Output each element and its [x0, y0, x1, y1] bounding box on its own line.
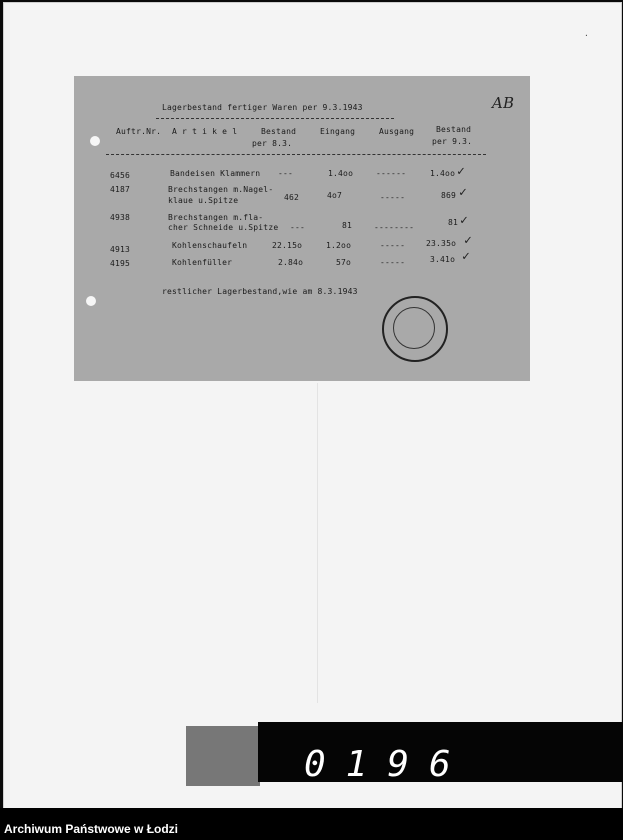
row-check-mark: ✓ [460, 213, 469, 228]
film-shadow [186, 726, 260, 786]
header-article: A r t i k e l [172, 127, 238, 136]
archive-stamp-inner-ring [393, 307, 435, 349]
header-stock-after-1: Bestand [436, 125, 472, 134]
row-outgoing: ------ [376, 169, 407, 178]
header-outgoing: Ausgang [379, 127, 415, 136]
row-order-no: 6456 [110, 171, 131, 180]
row-order-no: 4938 [110, 213, 131, 222]
row-stock-after: 23.35o [426, 239, 457, 248]
inventory-card [74, 76, 530, 381]
row-stock-before: 462 [284, 193, 300, 202]
row-incoming: 4o7 [327, 191, 343, 200]
row-outgoing: ----- [380, 258, 406, 267]
row-check-mark: ✓ [457, 164, 466, 179]
row-stock-after: 3.41o [430, 255, 456, 264]
row-incoming: 1.4oo [328, 169, 354, 178]
row-check-mark: ✓ [462, 249, 471, 264]
row-incoming: 57o [336, 258, 352, 267]
row-check-mark: ✓ [464, 233, 473, 248]
row-stock-before: 22.15o [272, 241, 303, 250]
archive-label: Archiwum Państwowe w Łodzi [4, 822, 179, 836]
header-order-no: Auftr.Nr. [116, 127, 162, 136]
row-article-continued: cher Schneide u.Spitze [168, 223, 279, 232]
row-stock-after: 81 [448, 218, 459, 227]
row-outgoing: -------- [374, 223, 415, 232]
row-order-no: 4187 [110, 185, 131, 194]
row-article-continued: klaue u.Spitze [168, 196, 239, 205]
row-order-no: 4913 [110, 245, 131, 254]
row-outgoing: ----- [380, 193, 406, 202]
row-stock-before: --- [278, 169, 294, 178]
document-title: Lagerbestand fertiger Waren per 9.3.1943 [162, 103, 363, 112]
row-article: Kohlenfüller [172, 258, 233, 267]
header-stock-before-1: Bestand [261, 127, 297, 136]
row-incoming: 81 [342, 221, 353, 230]
header-stock-before-2: per 8.3. [252, 139, 293, 148]
row-stock-after: 1.4oo [430, 169, 456, 178]
header-rule [106, 154, 486, 155]
row-check-mark: ✓ [459, 185, 468, 200]
row-incoming: 1.2oo [326, 241, 352, 250]
corner-mark: · [584, 31, 589, 40]
row-stock-before: --- [290, 223, 306, 232]
row-article: Kohlenschaufeln [172, 241, 248, 250]
remaining-stock-note: restlicher Lagerbestand,wie am 8.3.1943 [162, 287, 358, 296]
row-order-no: 4195 [110, 259, 131, 268]
archive-stamp [382, 296, 448, 362]
row-stock-after: 869 [441, 191, 457, 200]
frame-number: 0196 [304, 744, 471, 785]
page-mark: AB [492, 94, 515, 112]
row-article: Bandeisen Klammern [170, 169, 261, 178]
row-stock-before: 2.84o [278, 258, 304, 267]
row-article: Brechstangen m.fla- [168, 213, 264, 222]
row-outgoing: ----- [380, 241, 406, 250]
page-fold [317, 383, 318, 703]
punch-hole-bottom [86, 296, 96, 306]
row-article: Brechstangen m.Nagel- [168, 185, 274, 194]
header-incoming: Eingang [320, 127, 356, 136]
punch-hole-top [90, 136, 100, 146]
title-underline [156, 118, 394, 119]
header-stock-after-2: per 9.3. [432, 137, 473, 146]
